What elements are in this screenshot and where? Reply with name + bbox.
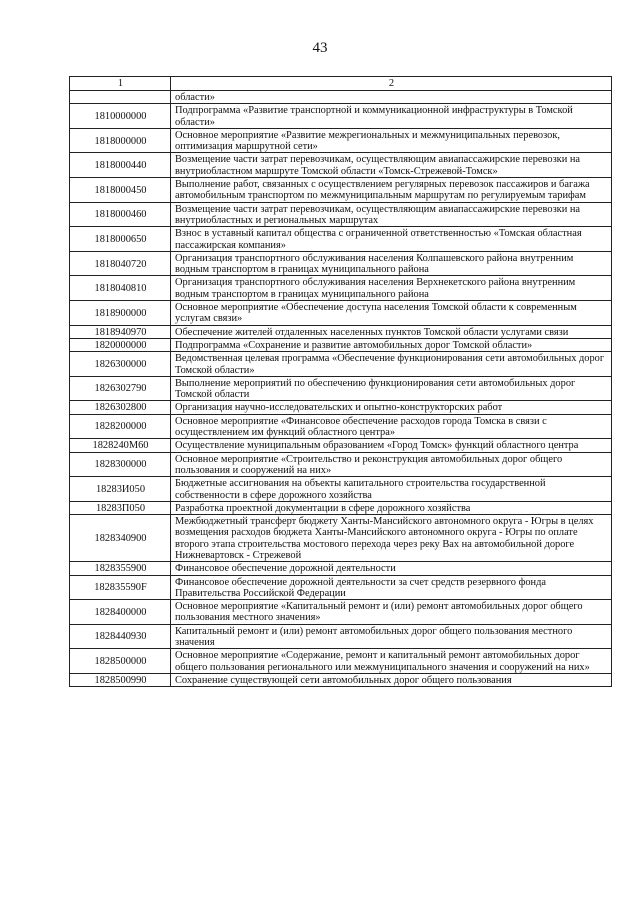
row-description: Финансовое обеспечение дорожной деятельности [171, 562, 612, 575]
row-code: 1826302790 [70, 376, 171, 401]
row-description: Ведомственная целевая программа «Обеспечение функционирования сети автомобильных дорог Томской области» [171, 352, 612, 377]
row-description: Выполнение работ, связанных с осуществлением регулярных перевозок пассажиров и багажа автомобильным транспортом по межмуниципальным маршрутам по регулируемым тарифам [171, 178, 612, 203]
table-row [70, 301, 612, 326]
table-row [70, 104, 612, 129]
row-description: Подпрограмма «Сохранение и развитие автомобильных дорог Томской области» [171, 338, 612, 351]
row-description: Основное мероприятие «Финансовое обеспечение расходов города Томска в связи с осуществлением им функций областного центра» [171, 414, 612, 439]
table-row [70, 515, 612, 562]
table-row [70, 128, 612, 153]
row-description: Основное мероприятие «Развитие межрегиональных и межмуниципальных перевозок, оптимизация маршрутной сети» [171, 128, 612, 153]
row-code: 1828500000 [70, 649, 171, 674]
row-code [70, 91, 171, 104]
row-code: 1828340900 [70, 515, 171, 562]
row-code: 1828200000 [70, 414, 171, 439]
row-description: Обеспечение жителей отдаленных населенных пунктов Томской области услугами связи [171, 325, 612, 338]
row-code: 18283И050 [70, 477, 171, 502]
row-code: 1828500990 [70, 673, 171, 686]
row-description: Основное мероприятие «Капитальный ремонт и (или) ремонт автомобильных дорог общего пользования местного значения» [171, 600, 612, 625]
row-code: 1818900000 [70, 301, 171, 326]
table-row [70, 376, 612, 401]
row-code: 1826302800 [70, 401, 171, 414]
budget-classification-table [69, 76, 612, 687]
row-description: Основное мероприятие «Строительство и реконструкция автомобильных дорог общего пользования и сооружений на них» [171, 452, 612, 477]
row-description: области» [171, 91, 612, 104]
row-code: 1828440930 [70, 624, 171, 649]
row-description: Организация транспортного обслуживания населения Колпашевского района внутренним водным транспортом в границах муниципального района [171, 251, 612, 276]
row-code: 1818000450 [70, 178, 171, 203]
table-row [70, 251, 612, 276]
table-row [70, 401, 612, 414]
row-description: Возмещение части затрат перевозчикам, осуществляющим авиапассажирские перевозки на внутриобластных и региональных маршрутах [171, 202, 612, 227]
row-code: 1818000650 [70, 227, 171, 252]
table-row [70, 338, 612, 351]
header-column-2: 2 [171, 77, 612, 91]
row-code: 1818000460 [70, 202, 171, 227]
row-code: 1828240М60 [70, 439, 171, 452]
row-code: 182835590F [70, 575, 171, 600]
row-code: 1828300000 [70, 452, 171, 477]
row-description: Осуществление муниципальным образованием «Город Томск» функций областного центра [171, 439, 612, 452]
table-row [70, 178, 612, 203]
row-description: Бюджетные ассигнования на объекты капитального строительства государственной собственности в сфере дорожного хозяйства [171, 477, 612, 502]
row-description: Межбюджетный трансферт бюджету Ханты-Мансийского автономного округа - Югры в целях возмещения расходов бюджета Ханты-Мансийского автономного округа - Югры по оплате второго этапа строительства мостового перехода через реку Вах на автомобильной дороге Нижневартовск - Стрежевой [171, 515, 612, 562]
row-code: 1818040810 [70, 276, 171, 301]
table-row [70, 624, 612, 649]
row-code: 1826300000 [70, 352, 171, 377]
table-row [70, 600, 612, 625]
row-code: 1828355900 [70, 562, 171, 575]
table-row [70, 673, 612, 686]
table-row [70, 439, 612, 452]
row-code: 1818940970 [70, 325, 171, 338]
table-row [70, 649, 612, 674]
table-row [70, 276, 612, 301]
table-row [70, 477, 612, 502]
row-description: Разработка проектной документации в сфере дорожного хозяйства [171, 501, 612, 514]
row-description: Подпрограмма «Развитие транспортной и коммуникационной инфраструктуры в Томской области» [171, 104, 612, 129]
table-row [70, 501, 612, 514]
table-header-row [70, 77, 612, 91]
table-row [70, 562, 612, 575]
row-code: 1818000440 [70, 153, 171, 178]
row-code: 1820000000 [70, 338, 171, 351]
table-row [70, 227, 612, 252]
page-number: 43 [312, 40, 328, 56]
table-row [70, 202, 612, 227]
row-description: Финансовое обеспечение дорожной деятельности за счет средств резервного фонда Правительства Российской Федерации [171, 575, 612, 600]
row-code: 1818040720 [70, 251, 171, 276]
table-row [70, 414, 612, 439]
table-row [70, 153, 612, 178]
row-code: 1810000000 [70, 104, 171, 129]
row-description: Выполнение мероприятий по обеспечению функционирования сети автомобильных дорог Томской области [171, 376, 612, 401]
row-description: Основное мероприятие «Содержание, ремонт и капитальный ремонт автомобильных дорог общего пользования регионального или межмуниципального значения и сооружений на них» [171, 649, 612, 674]
row-code: 1828400000 [70, 600, 171, 625]
header-column-1: 1 [70, 77, 171, 91]
row-description: Возмещение части затрат перевозчикам, осуществляющим авиапассажирские перевозки на внутриобластном маршруте Томской области «Томск-Стрежевой-Томск» [171, 153, 612, 178]
row-description: Основное мероприятие «Обеспечение доступа населения Томской области к современным услугам связи» [171, 301, 612, 326]
row-description: Капитальный ремонт и (или) ремонт автомобильных дорог общего пользования местного значения [171, 624, 612, 649]
row-description: Организация научно-исследовательских и опытно-конструкторских работ [171, 401, 612, 414]
table-row [70, 325, 612, 338]
row-description: Сохранение существующей сети автомобильных дорог общего пользования [171, 673, 612, 686]
table-row [70, 352, 612, 377]
table-row [70, 575, 612, 600]
row-description: Организация транспортного обслуживания населения Верхнекетского района внутренним водным транспортом в границах муниципального района [171, 276, 612, 301]
row-code: 18283П050 [70, 501, 171, 514]
row-description: Взнос в уставный капитал общества с ограниченной ответственностью «Томская областная пассажирская компания» [171, 227, 612, 252]
table-row [70, 91, 612, 104]
row-code: 1818000000 [70, 128, 171, 153]
table-row [70, 452, 612, 477]
